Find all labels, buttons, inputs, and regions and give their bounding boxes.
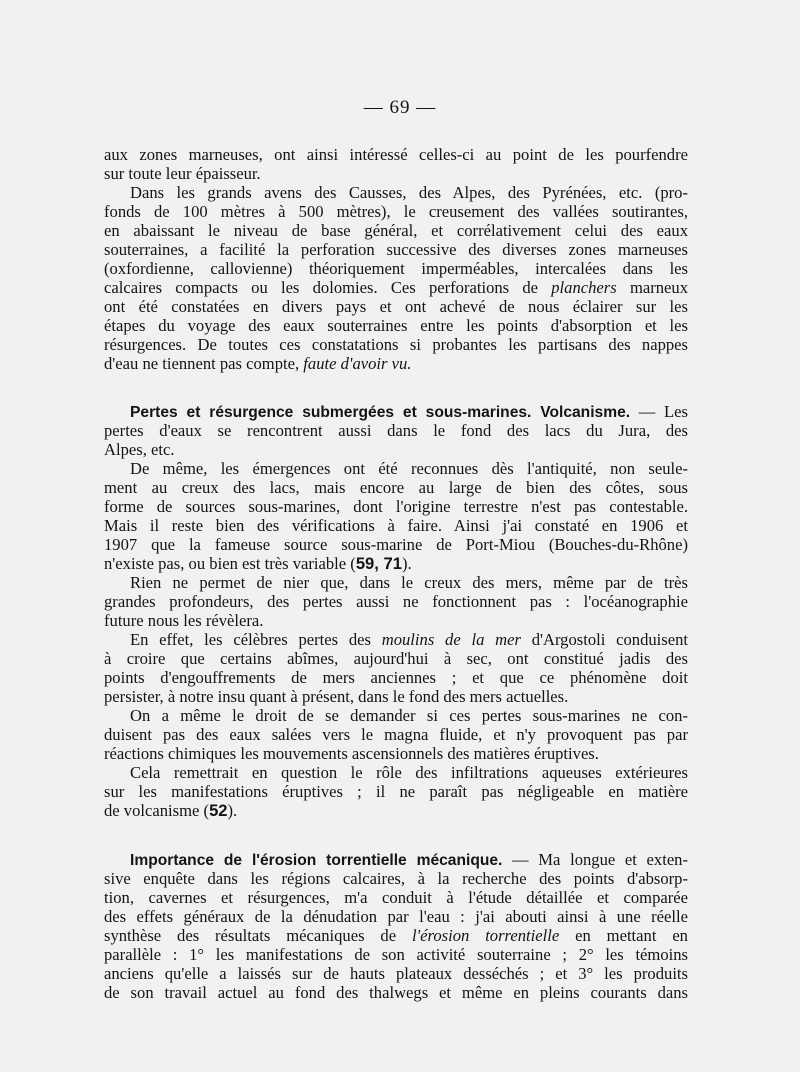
section-submerged-losses [104,402,688,820]
text-line: points d'engouffrements de mers anciennes ; et que ce phénomène doit [104,668,688,687]
section-heading: Importance de l'érosion torrentielle mécanique. [130,852,503,869]
text-line: Rien ne permet de nier que, dans le creux des mers, même par de très [130,573,688,592]
italic-term: moulins de la mer [381,630,521,649]
text-line: ment au creux des lacs, mais encore au large de bien des côtes, sous [104,478,688,497]
section-heading: Pertes et résurgence submergées et sous-marines. Volcanisme. [130,404,631,421]
text-line: De même, les émergences ont été reconnues dès l'antiquité, non seule- [130,459,688,478]
text-line: de son travail actuel au fond des thalwegs et même en pleins courants dans [104,983,688,1002]
text-line: en abaissant le niveau de base général, et corrélativement celui des eaux [104,221,688,240]
italic-term: l'érosion torrentielle [411,926,560,945]
text-line: Dans les grands avens des Causses, des Alpes, des Pyrénées, etc. (pro- [130,183,688,202]
text-line: tion, cavernes et résurgences, m'a conduit à l'étude détaillée et comparée [104,888,688,907]
text-line: à croire que certains abîmes, aujourd'hui à sec, ont constitué jadis des [104,649,688,668]
text-line: étapes du voyage des eaux souterraines entre les points d'absorption et les [104,316,688,335]
text-line: aux zones marneuses, ont ainsi intéressé celles-ci au point de les pourfendre [104,145,688,164]
text-line: sur les manifestations éruptives ; il ne paraît pas négligeable en matière [104,782,688,801]
text-line: (oxfordienne, callovienne) théoriquement imperméables, intercalées dans les [104,259,688,278]
text-line: ont été constatées en divers pays et ont achevé de nous éclairer sur les [104,297,688,316]
text-line: sur toute leur épaisseur. [104,164,261,183]
text-line: résurgences. De toutes ces constatations si probantes les partisans des nappes [104,335,688,354]
reference-number: 52 [209,801,228,820]
text-line: future nous les révèlera. [104,611,264,630]
text-line: de volcanisme (52). [104,801,238,820]
text-line: En effet, les célèbres pertes des moulins de la mer d'Argostoli conduisent [130,630,688,649]
section-torrential-erosion [104,850,688,1002]
text-line: Cela remettrait en question le rôle des infiltrations aqueuses extérieures [130,763,688,782]
page-number: — 69 — [363,97,437,118]
text-line: calcaires compacts ou les dolomies. Ces perforations de planchers marneux [104,278,688,297]
text-line: grandes profondeurs, des pertes aussi ne fonctionnent pas : l'océanographie [104,592,688,611]
paragraph-continued [104,145,688,373]
text-line: n'existe pas, ou bien est très variable (59, 71). [104,554,412,573]
text-line: des effets généraux de la dénudation par l'eau : j'ai abouti ainsi à une réelle [104,907,688,926]
text-line: parallèle : 1° les manifestations de son activité souterraine ; 2° les témoins [104,945,688,964]
reference-number: 59, 71 [355,554,402,573]
text-line: Mais il reste bien des vérifications à faire. Ainsi j'ai constaté en 1906 et [104,516,688,535]
italic-term: faute d'avoir vu. [303,354,412,373]
text-line: fonds de 100 mètres à 500 mètres), le creusement des vallées soutirantes, [104,202,688,221]
text-line: persister, à notre insu quant à présent, dans le fond des mers actuelles. [104,687,569,706]
text-line: sive enquête dans les régions calcaires, à la recherche des points d'absorp- [104,869,688,888]
text-line: duisent pas des eaux salées vers le magna fluide, et n'y provoquent pas par [104,725,688,744]
text-line: 1907 que la fameuse source sous-marine de Port-Miou (Bouches-du-Rhône) [104,535,688,554]
text-line: Importance de l'érosion torrentielle mécanique. — Ma longue et exten- [130,850,688,869]
text-line: Pertes et résurgence submergées et sous-marines. Volcanisme. — Les [130,402,688,421]
text-line: souterraines, a facilité la perforation successive des diverses zones marneuses [104,240,688,259]
text-line: forme de sources sous-marines, dont l'origine terrestre n'est pas contestable. [104,497,688,516]
text-line: anciens qu'elle a laissés sur de hauts plateaux desséchés ; et 3° les produits [104,964,688,983]
text-line: réactions chimiques les mouvements ascensionnels des matières éruptives. [104,744,599,763]
text-line: synthèse des résultats mécaniques de l'érosion torrentielle en mettant en [104,926,688,945]
text-line: Alpes, etc. [104,440,175,459]
text-line: On a même le droit de se demander si ces pertes sous-marines ne con- [130,706,688,725]
text-line: d'eau ne tiennent pas compte, faute d'avoir vu. [104,354,412,373]
italic-term: planchers [551,278,617,297]
text-line: pertes d'eaux se rencontrent aussi dans le fond des lacs du Jura, des [104,421,688,440]
